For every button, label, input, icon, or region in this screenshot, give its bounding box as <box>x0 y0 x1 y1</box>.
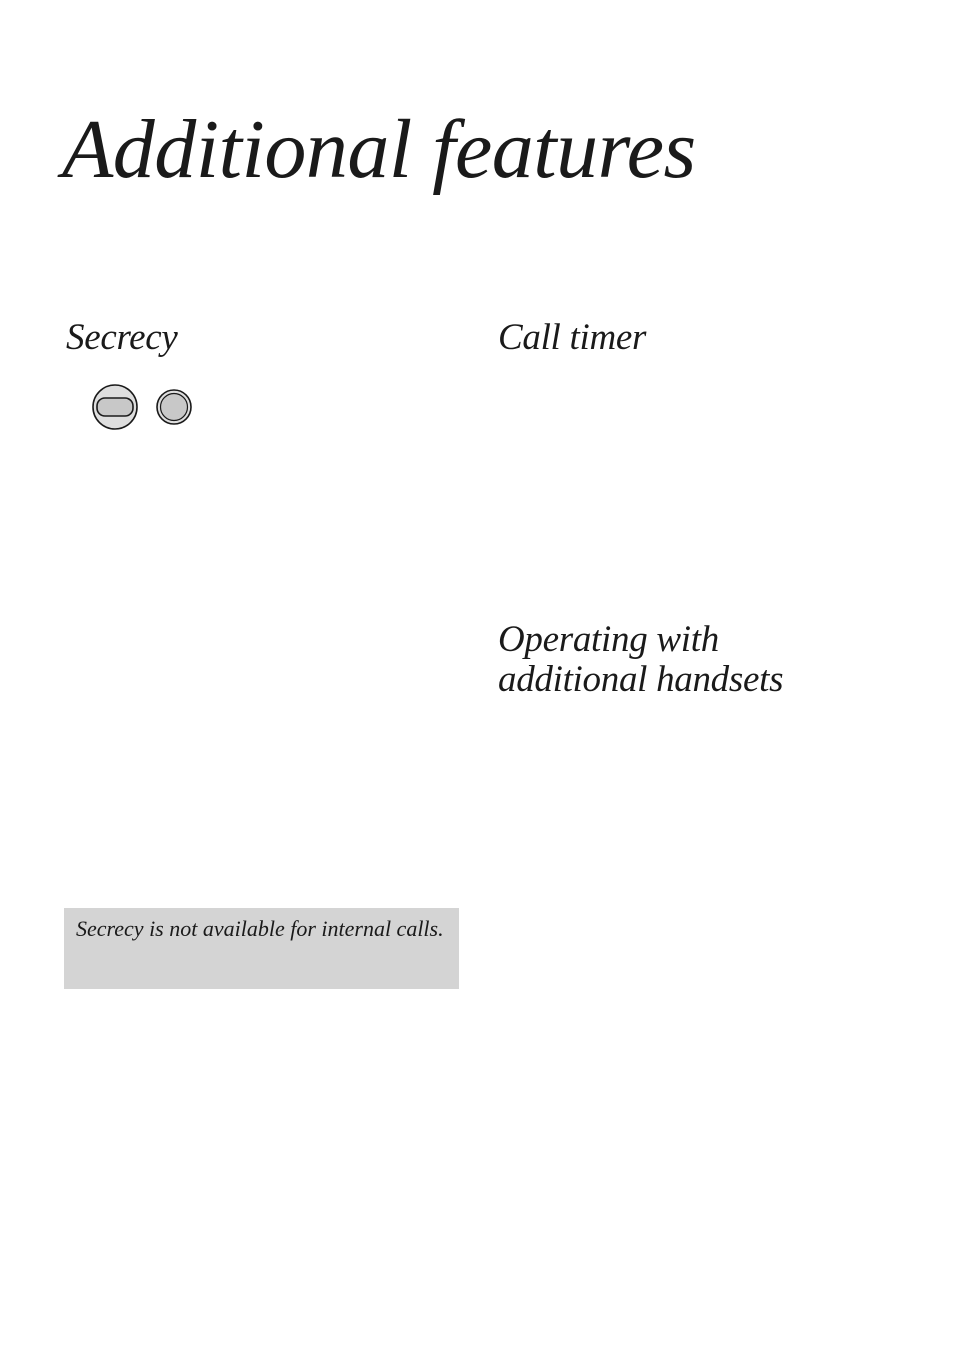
secrecy-note-box <box>64 908 459 989</box>
operating-heading <box>498 620 898 700</box>
operating-heading-line2: additional handsets <box>498 659 784 700</box>
operating-heading-line1: Operating with <box>498 619 719 660</box>
page-title: Additional features <box>62 103 696 196</box>
round-key-icon <box>157 390 191 424</box>
secrecy-note-text: Secrecy is not available for internal calls. <box>76 916 444 941</box>
call-timer-heading: Call timer <box>498 317 647 358</box>
secrecy-key-icons <box>92 384 202 432</box>
rounded-key-icon <box>93 385 137 429</box>
secrecy-heading: Secrecy <box>66 317 178 358</box>
